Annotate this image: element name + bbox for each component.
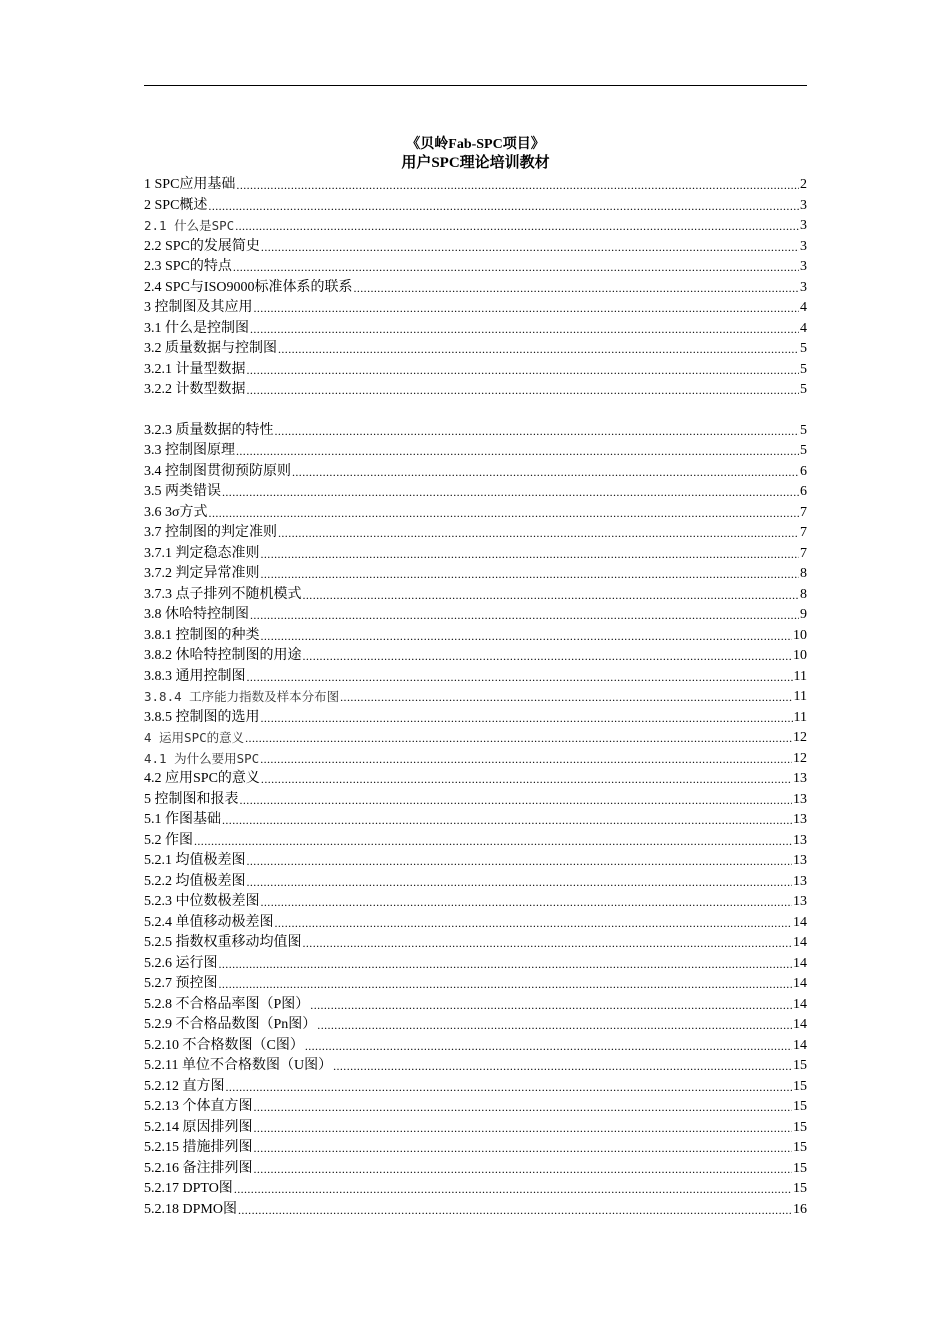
toc-entry[interactable]: [144, 728, 807, 749]
toc-dot-leader: [260, 708, 793, 729]
toc-dot-leader: [233, 1179, 792, 1200]
toc-entry[interactable]: [144, 810, 807, 831]
toc-dot-leader: [246, 851, 793, 872]
toc-entry-page-number: 13: [793, 894, 807, 909]
toc-dot-leader: [225, 1077, 793, 1098]
toc-entry-page-number: 15: [793, 1181, 807, 1196]
toc-dot-leader: [235, 441, 799, 462]
toc-entry-label: 5.2.7 预控图: [144, 976, 218, 991]
toc-entry-page-number: 13: [793, 873, 807, 889]
toc-entry[interactable]: [144, 831, 807, 852]
toc-entry[interactable]: [144, 585, 807, 606]
toc-entry[interactable]: [144, 462, 807, 483]
toc-entry[interactable]: [144, 790, 807, 811]
toc-dot-leader: [246, 667, 793, 688]
toc-entry-page-number: 15: [793, 1119, 807, 1135]
toc-dot-leader: [235, 175, 799, 196]
toc-entry[interactable]: [144, 257, 807, 278]
toc-entry-label: 3.2.3 质量数据的特性: [144, 422, 274, 438]
toc-dot-leader: [253, 1097, 793, 1118]
toc-entry-label: 3.5 两类错误: [144, 484, 221, 499]
toc-entry[interactable]: [144, 196, 807, 217]
toc-dot-leader: [274, 421, 800, 442]
toc-entry-label: 4 运用SPC的意义: [144, 730, 245, 745]
toc-entry-page-number: 15: [793, 1160, 807, 1176]
toc-entry[interactable]: [144, 216, 807, 237]
toc-entry-page-number: 2: [800, 177, 807, 192]
toc-dot-leader: [221, 482, 799, 503]
toc-entry[interactable]: [144, 360, 807, 381]
toc-entry-label: 5.1 作图基础: [144, 812, 221, 827]
toc-entry[interactable]: [144, 1015, 807, 1036]
toc-dot-leader: [274, 913, 793, 934]
toc-entry[interactable]: [144, 667, 807, 688]
toc-entry-page-number: 3: [800, 279, 807, 295]
toc-dot-leader: [260, 892, 793, 913]
toc-dot-leader: [253, 1138, 793, 1159]
toc-entry-page-number: 14: [793, 976, 807, 991]
toc-entry[interactable]: [144, 1118, 807, 1139]
toc-entry-page-number: 5: [800, 361, 807, 377]
toc-entry-label: 3.2.2 计数型数据: [144, 382, 246, 397]
toc-entry-label: 3.4 控制图贯彻预防原则: [144, 463, 291, 479]
toc-entry-label: 5.2.3 中位数极差图: [144, 894, 260, 909]
toc-entry-label: 3.7.2 判定异常准则: [144, 566, 260, 581]
toc-entry-label: 3.7.1 判定稳态准则: [144, 545, 260, 561]
toc-entry-label: 3.1 什么是控制图: [144, 320, 249, 336]
toc-entry[interactable]: [144, 278, 807, 299]
toc-entry[interactable]: [144, 851, 807, 872]
toc-entry-page-number: 13: [793, 853, 807, 868]
toc-entry-page-number: 14: [793, 1017, 807, 1032]
toc-entry[interactable]: [144, 687, 807, 708]
document-title-block: [144, 135, 807, 173]
toc-entry-page-number: 4: [800, 300, 807, 315]
toc-entry-page-number: 6: [800, 484, 807, 499]
toc-entry-label: 5.2.11 单位不合格数图（U图）: [144, 1058, 333, 1073]
toc-entry-label: 2.3 SPC的特点: [144, 259, 232, 274]
toc-entry-label: 3.6 3σ方式: [144, 504, 208, 520]
toc-entry-page-number: 14: [793, 955, 807, 971]
toc-entry-page-number: 15: [793, 1078, 807, 1094]
toc-entry[interactable]: [144, 1138, 807, 1159]
toc-entry[interactable]: [144, 995, 807, 1016]
toc-entry-label: 5.2.4 单值移动极差图: [144, 914, 274, 930]
toc-entry-label: 3.3 控制图原理: [144, 443, 235, 458]
toc-entry[interactable]: [144, 913, 807, 934]
toc-entry[interactable]: [144, 769, 807, 790]
toc-entry[interactable]: [144, 482, 807, 503]
toc-dot-leader: [237, 1200, 792, 1221]
toc-entry-label: 3.7.3 点子排列不随机模式: [144, 586, 302, 602]
toc-entry-page-number: 12: [793, 750, 807, 766]
toc-entry-page-number: 4: [800, 320, 807, 336]
toc-entry-label: 3.8 休哈特控制图: [144, 607, 249, 622]
toc-entry-label: 5.2.10 不合格数图（C图）: [144, 1037, 304, 1053]
toc-entry-page-number: 15: [793, 1140, 807, 1155]
toc-dot-leader: [221, 810, 792, 831]
toc-entry-page-number: 13: [793, 812, 807, 827]
toc-entry-label: 3.2.1 计量型数据: [144, 361, 246, 377]
toc-entry-page-number: 15: [793, 1099, 807, 1114]
toc-entry-label: 5.2.15 措施排列图: [144, 1140, 253, 1155]
toc-entry-page-number: 5: [800, 341, 807, 356]
toc-dot-leader: [260, 564, 800, 585]
toc-entry-label: 5.2.9 不合格品数图（Pn图）: [144, 1017, 317, 1032]
toc-dot-leader: [253, 1118, 793, 1139]
toc-entry[interactable]: [144, 646, 807, 667]
toc-entry-label: 3.8.3 通用控制图: [144, 668, 246, 684]
toc-entry-page-number: 3: [800, 238, 807, 254]
toc-dot-leader: [309, 995, 792, 1016]
toc-entry-label: 5.2.12 直方图: [144, 1078, 225, 1094]
toc-entry-label: 5.2.5 指数权重移动均值图: [144, 935, 302, 950]
toc-entry[interactable]: [144, 319, 807, 340]
toc-dot-leader: [277, 523, 799, 544]
toc-dot-leader: [260, 626, 793, 647]
toc-entry[interactable]: [144, 892, 807, 913]
document-subtitle: 用户SPC理论培训教材: [401, 155, 550, 171]
toc-entry-page-number: 14: [793, 914, 807, 930]
toc-dot-leader: [291, 462, 799, 483]
toc-dot-leader: [244, 728, 792, 749]
table-of-contents: [144, 175, 807, 1220]
toc-dot-leader: [304, 1036, 792, 1057]
document-title: 《贝岭Fab-SPC项目》: [406, 137, 545, 152]
toc-entry-page-number: 7: [800, 525, 807, 540]
toc-entry-label: 5.2.16 备注排列图: [144, 1160, 253, 1176]
toc-entry[interactable]: [144, 1056, 807, 1077]
toc-dot-leader: [207, 196, 799, 217]
toc-dot-leader: [260, 237, 799, 258]
toc-dot-leader: [316, 1015, 792, 1036]
toc-entry[interactable]: [144, 544, 807, 565]
toc-dot-leader: [259, 749, 792, 770]
toc-entry[interactable]: [144, 708, 807, 729]
toc-entry-page-number: 8: [800, 586, 807, 602]
toc-entry-page-number: 5: [800, 382, 807, 397]
toc-entry-page-number: 5: [800, 422, 807, 438]
toc-dot-leader: [249, 319, 799, 340]
toc-entry-page-number: 13: [793, 771, 807, 786]
toc-entry-page-number: 3: [800, 259, 807, 274]
toc-entry-label: 4.1 为什么要用SPC: [144, 750, 260, 766]
toc-dot-leader: [302, 646, 793, 667]
toc-entry-label: 3.7 控制图的判定准则: [144, 525, 277, 540]
toc-entry[interactable]: [144, 1200, 807, 1221]
toc-entry-label: 5.2.13 个体直方图: [144, 1099, 253, 1114]
toc-dot-leader: [277, 339, 799, 360]
toc-dot-leader: [239, 790, 793, 811]
toc-entry-page-number: 10: [793, 627, 807, 643]
toc-entry-page-number: 13: [793, 832, 807, 848]
toc-entry-page-number: 14: [793, 1037, 807, 1053]
toc-dot-leader: [253, 1159, 793, 1180]
toc-entry-label: 5.2.1 均值极差图: [144, 853, 246, 868]
toc-entry-page-number: 14: [793, 935, 807, 950]
toc-dot-leader: [234, 216, 799, 237]
toc-entry[interactable]: [144, 523, 807, 544]
toc-entry[interactable]: [144, 421, 807, 442]
toc-entry-page-number: 13: [793, 791, 807, 807]
toc-entry-label: 5.2.6 运行图: [144, 955, 218, 971]
toc-dot-leader: [246, 360, 800, 381]
toc-entry-page-number: 14: [793, 996, 807, 1012]
toc-entry-label: 3.8.2 休哈特控制图的用途: [144, 648, 302, 663]
toc-entry[interactable]: [144, 933, 807, 954]
toc-entry[interactable]: [144, 298, 807, 319]
toc-entry[interactable]: [144, 237, 807, 258]
toc-entry[interactable]: [144, 175, 807, 196]
toc-entry-page-number: 5: [800, 443, 807, 458]
toc-entry[interactable]: [144, 1097, 807, 1118]
toc-entry-page-number: 7: [800, 504, 807, 520]
toc-entry-page-number: 11: [793, 709, 807, 725]
toc-dot-leader: [208, 503, 799, 524]
toc-entry[interactable]: [144, 872, 807, 893]
toc-entry-page-number: 3: [800, 218, 807, 233]
toc-dot-leader: [253, 298, 800, 319]
toc-entry[interactable]: [144, 564, 807, 585]
toc-entry-page-number: 15: [793, 1058, 807, 1073]
toc-entry-label: 5.2.18 DPMO图: [144, 1201, 237, 1217]
toc-entry-label: 2.4 SPC与ISO9000标准体系的联系: [144, 279, 353, 295]
toc-entry[interactable]: [144, 441, 807, 462]
toc-entry-label: 4.2 应用SPC的意义: [144, 771, 260, 786]
toc-dot-leader: [246, 872, 793, 893]
toc-entry-page-number: 3: [800, 197, 807, 213]
toc-entry-page-number: 8: [800, 566, 807, 581]
toc-entry[interactable]: [144, 380, 807, 401]
toc-entry-page-number: 11: [793, 689, 807, 704]
toc-entry-label: 3.2 质量数据与控制图: [144, 341, 277, 356]
toc-entry-page-number: 9: [800, 607, 807, 622]
toc-entry[interactable]: [144, 749, 807, 770]
toc-dot-leader: [260, 544, 800, 565]
toc-entry[interactable]: [144, 1179, 807, 1200]
toc-entry-page-number: 6: [800, 463, 807, 479]
toc-entry-label: 5.2.8 不合格品率图（P图）: [144, 996, 310, 1012]
toc-entry[interactable]: [144, 626, 807, 647]
toc-entry[interactable]: [144, 974, 807, 995]
toc-entry-page-number: 7: [800, 545, 807, 561]
toc-entry-label: 1 SPC应用基础: [144, 177, 236, 192]
toc-dot-leader: [260, 769, 792, 790]
toc-entry-label: 3.8.4 工序能力指数及样本分布图: [144, 689, 340, 704]
toc-entry-page-number: 16: [793, 1201, 807, 1217]
toc-entry-label: 5 控制图和报表: [144, 791, 239, 807]
toc-entry-label: 5.2.14 原因排列图: [144, 1119, 253, 1135]
toc-entry[interactable]: [144, 1159, 807, 1180]
toc-entry[interactable]: [144, 1036, 807, 1057]
toc-dot-leader: [339, 687, 792, 708]
toc-entry-label: 2.2 SPC的发展简史: [144, 238, 260, 254]
toc-dot-leader: [332, 1056, 792, 1077]
toc-entry-label: 5.2.2 均值极差图: [144, 873, 246, 889]
toc-dot-leader: [246, 380, 800, 401]
toc-dot-leader: [232, 257, 799, 278]
toc-entry[interactable]: [144, 605, 807, 626]
toc-dot-leader: [218, 974, 793, 995]
toc-entry[interactable]: [144, 1077, 807, 1098]
toc-entry-label: 5.2.17 DPTO图: [144, 1181, 233, 1196]
toc-dot-leader: [249, 605, 799, 626]
toc-entry[interactable]: [144, 339, 807, 360]
toc-dot-leader: [302, 585, 800, 606]
toc-entry-label: 2.1 什么是SPC: [144, 218, 235, 233]
toc-dot-leader: [218, 954, 793, 975]
toc-entry[interactable]: [144, 954, 807, 975]
header-rule: [144, 85, 807, 86]
toc-entry-label: 3.8.1 控制图的种类: [144, 627, 260, 643]
toc-entry-label: 5.2 作图: [144, 832, 193, 848]
toc-entry[interactable]: [144, 503, 807, 524]
toc-entry-label: 2 SPC概述: [144, 197, 208, 213]
toc-dot-leader: [352, 278, 799, 299]
toc-entry-page-number: 11: [793, 668, 807, 684]
toc-entry-label: 3 控制图及其应用: [144, 300, 253, 315]
toc-dot-leader: [193, 831, 792, 852]
toc-entry-page-number: 12: [793, 730, 807, 745]
toc-entry-label: 3.8.5 控制图的选用: [144, 709, 260, 725]
toc-entry-page-number: 10: [793, 648, 807, 663]
toc-dot-leader: [302, 933, 793, 954]
